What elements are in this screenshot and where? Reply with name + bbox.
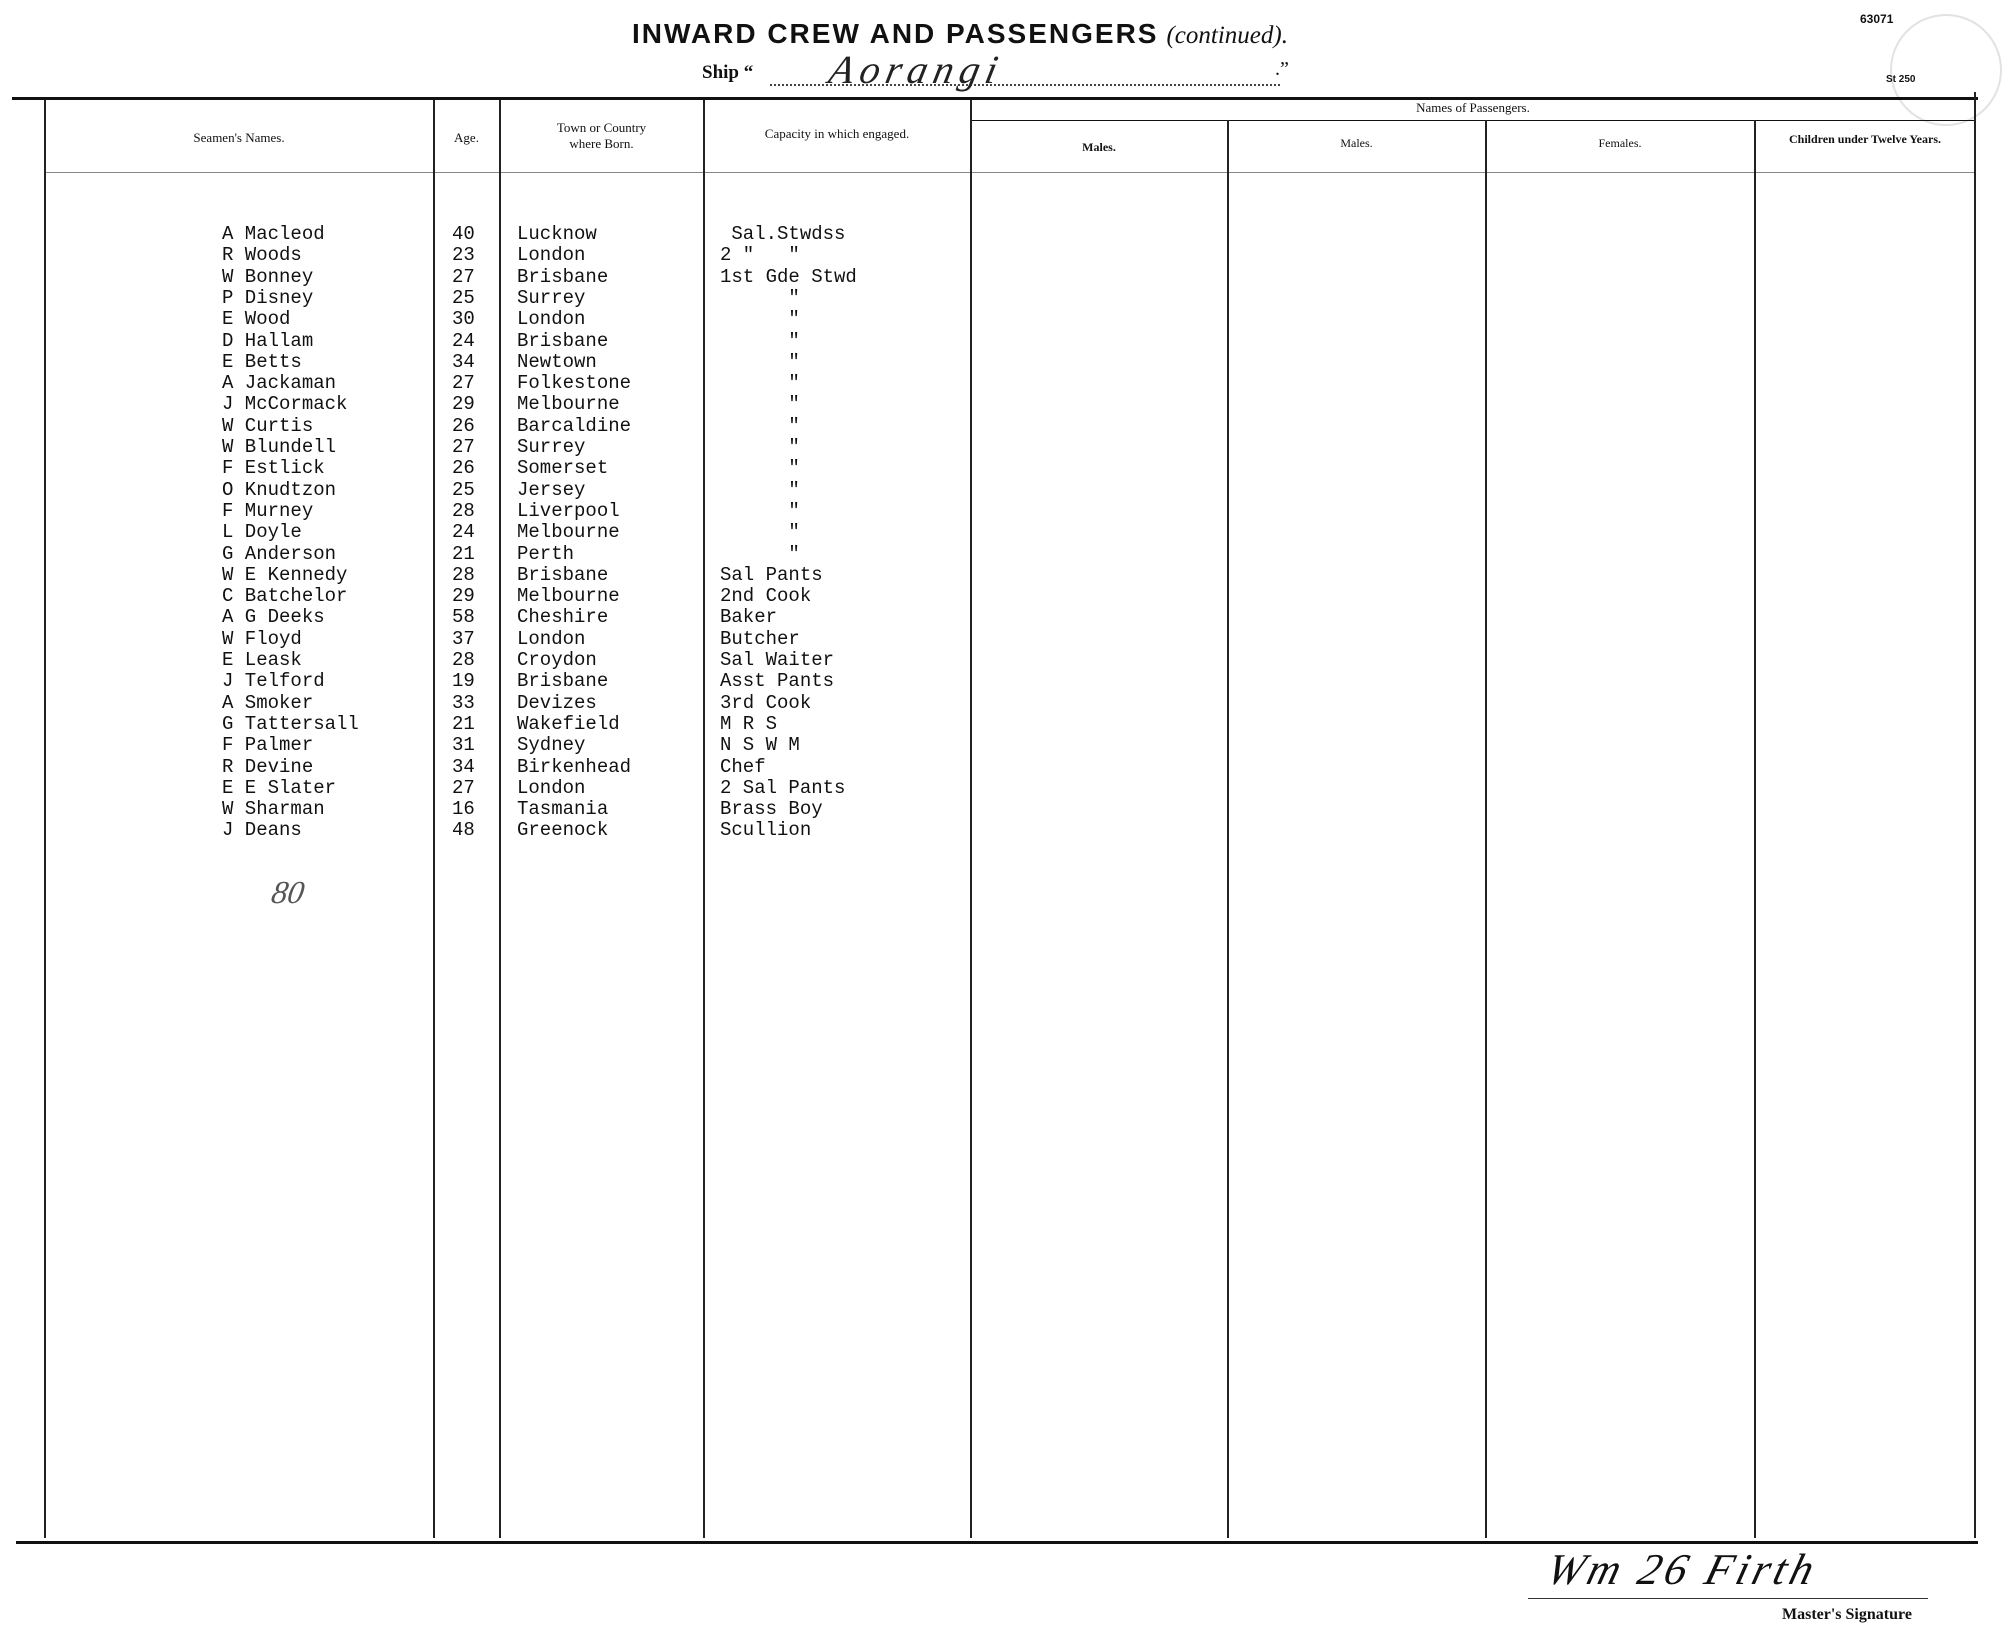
crew-name: W Curtis <box>222 414 314 437</box>
crew-age: 24 <box>452 329 475 352</box>
crew-birthplace: Sydney <box>517 734 586 757</box>
crew-age: 28 <box>452 563 475 586</box>
crew-birthplace: Croydon <box>517 649 597 671</box>
crew-age: 30 <box>452 308 475 331</box>
col-rule-males1 <box>1227 120 1229 1538</box>
crew-capacity: Chef <box>720 755 766 778</box>
crew-capacity: Brass Boy <box>720 798 823 821</box>
crew-name: E Betts <box>222 350 302 373</box>
crew-capacity: M R S <box>720 712 778 735</box>
crew-name: D Hallam <box>222 329 314 352</box>
crew-name: C Batchelor <box>222 585 348 608</box>
crew-birthplace: London <box>517 244 586 267</box>
crew-age: 34 <box>452 755 475 778</box>
crew-capacity: Baker <box>720 606 778 629</box>
crew-age: 25 <box>452 478 475 501</box>
col-rule-left <box>44 100 46 1538</box>
crew-age: 19 <box>452 670 475 693</box>
crew-capacity: " <box>720 542 800 565</box>
crew-capacity: " <box>720 478 800 501</box>
crew-capacity: " <box>720 436 800 458</box>
crew-birthplace: Wakefield <box>517 712 620 735</box>
ship-name: Aorangi <box>825 47 1008 92</box>
crew-capacity: " <box>720 308 800 331</box>
col-rule-males2 <box>1485 120 1487 1538</box>
crew-birthplace: Lucknow <box>517 223 597 245</box>
header-town <box>501 120 702 152</box>
crew-birthplace: Melbourne <box>517 585 620 608</box>
crew-name: F Murney <box>222 499 314 522</box>
crew-age: 24 <box>452 521 475 544</box>
crew-birthplace: Brisbane <box>517 265 609 288</box>
crew-capacity: Sal.Stwdss <box>720 223 846 245</box>
crew-birthplace: Jersey <box>517 478 586 501</box>
crew-age: 21 <box>452 712 475 735</box>
crew-birthplace: Newtown <box>517 350 597 373</box>
crew-age: 58 <box>452 606 475 629</box>
header-seamen-names: Seamen's Names. <box>193 130 285 145</box>
crew-capacity: 2 " " <box>720 244 800 267</box>
crew-capacity: " <box>720 329 800 352</box>
crew-capacity: Asst Pants <box>720 670 835 693</box>
crew-capacity: Butcher <box>720 627 800 650</box>
form-title-suffix: (continued). <box>1166 22 1288 49</box>
crew-birthplace: Folkestone <box>517 372 632 395</box>
crew-name: E E Slater <box>222 776 337 799</box>
crew-birthplace: Brisbane <box>517 329 609 352</box>
col-rule-town <box>703 100 705 1538</box>
crew-capacity: " <box>720 457 800 480</box>
header-age: Age. <box>454 130 479 145</box>
crew-capacity: 3rd Cook <box>720 691 812 714</box>
crew-birthplace: London <box>517 776 586 799</box>
crew-name: J Deans <box>222 819 302 842</box>
crew-capacity: 1st Gde Stwd <box>720 265 857 288</box>
form-number: 63071 <box>1860 12 1894 26</box>
crew-birthplace: Brisbane <box>517 670 609 693</box>
crew-capacity: " <box>720 350 800 373</box>
crew-name: R Woods <box>222 244 302 267</box>
crew-name: A G Deeks <box>222 606 325 629</box>
crew-name: J Telford <box>222 670 325 693</box>
crew-age: 25 <box>452 286 475 309</box>
crew-birthplace: London <box>517 308 586 331</box>
crew-birthplace: Brisbane <box>517 563 609 586</box>
crew-birthplace: Surrey <box>517 286 586 309</box>
crew-name: P Disney <box>222 286 314 309</box>
crew-birthplace: Tasmania <box>517 798 609 821</box>
crew-birthplace: Melbourne <box>517 393 620 416</box>
crew-birthplace: Perth <box>517 542 575 565</box>
crew-name: W Bonney <box>222 265 314 288</box>
crew-age: 26 <box>452 457 475 480</box>
crew-capacity: Sal Waiter <box>720 649 835 671</box>
crew-name: F Palmer <box>222 734 314 757</box>
col-rule-capacity <box>970 100 972 1538</box>
crew-age: 40 <box>452 223 475 245</box>
crew-capacity: " <box>720 499 800 522</box>
header-town-line2: where Born. <box>569 136 634 151</box>
crew-age: 27 <box>452 776 475 799</box>
col-rule-females <box>1754 120 1756 1538</box>
header-capacity: Capacity in which engaged. <box>764 126 910 141</box>
crew-name: E Wood <box>222 308 291 331</box>
crew-age: 27 <box>452 436 475 458</box>
master-signature: Wm 26 Firth <box>1541 1545 1824 1594</box>
col-rule-age <box>499 100 501 1538</box>
col-rule-right <box>1974 92 1976 1538</box>
crew-age: 21 <box>452 542 475 565</box>
crew-age: 28 <box>452 499 475 522</box>
crew-capacity: 2 Sal Pants <box>720 776 846 799</box>
crew-name: W Sharman <box>222 798 325 821</box>
crew-capacity: " <box>720 372 800 395</box>
crew-name: A Macleod <box>222 223 325 245</box>
crew-age: 29 <box>452 585 475 608</box>
passenger-header-rule <box>970 120 1974 121</box>
crew-name: W E Kennedy <box>222 563 348 586</box>
signature-line <box>1528 1598 1928 1599</box>
crew-name: A Jackaman <box>222 372 337 395</box>
form-title-text: INWARD CREW AND PASSENGERS <box>632 18 1159 49</box>
crew-name: F Estlick <box>222 457 325 480</box>
header-children: Children under Twelve Years. <box>1788 132 1941 146</box>
crew-birthplace: Cheshire <box>517 606 609 629</box>
crew-capacity: Scullion <box>720 819 812 842</box>
ship-close-quote: .” <box>1275 58 1289 80</box>
crew-capacity: " <box>720 521 800 544</box>
crew-capacity: " <box>720 286 800 309</box>
crew-name: G Anderson <box>222 542 337 565</box>
crew-age: 16 <box>452 798 475 821</box>
crew-age: 29 <box>452 393 475 416</box>
header-males-1: Males. <box>1082 140 1116 154</box>
crew-name: O Knudtzon <box>222 478 337 501</box>
header-town-line1: Town or Country <box>556 120 647 135</box>
crew-birthplace: Birkenhead <box>517 755 632 778</box>
crew-birthplace: London <box>517 627 586 650</box>
crew-capacity: Sal Pants <box>720 563 823 586</box>
crew-birthplace: Surrey <box>517 436 586 458</box>
crew-age: 27 <box>452 265 475 288</box>
crew-birthplace: Liverpool <box>517 499 620 522</box>
col-rule-names <box>433 100 435 1538</box>
crew-age: 26 <box>452 414 475 437</box>
crew-birthplace: Devizes <box>517 691 597 714</box>
crew-name: W Blundell <box>222 436 337 458</box>
header-males-2: Males. <box>1340 136 1373 150</box>
header-bottom-rule <box>44 172 1974 173</box>
crew-age: 33 <box>452 691 475 714</box>
crew-capacity: " <box>720 393 800 416</box>
signature-label: Master's Signature <box>1782 1606 1912 1623</box>
crew-birthplace: Greenock <box>517 819 609 842</box>
crew-birthplace: Somerset <box>517 457 609 480</box>
crew-birthplace: Melbourne <box>517 521 620 544</box>
crew-age: 31 <box>452 734 475 757</box>
crew-name: R Devine <box>222 755 314 778</box>
crew-name: J McCormack <box>222 393 348 416</box>
crew-age: 34 <box>452 350 475 373</box>
crew-age: 37 <box>452 627 475 650</box>
ship-label: Ship “ <box>702 62 754 83</box>
crew-capacity: 2nd Cook <box>720 585 812 608</box>
crew-age: 27 <box>452 372 475 395</box>
crew-name: L Doyle <box>222 521 302 544</box>
crew-name: A Smoker <box>222 691 314 714</box>
crew-name: E Leask <box>222 649 302 671</box>
crew-capacity: N S W M <box>720 734 800 757</box>
crew-age: 28 <box>452 649 475 671</box>
header-females: Females. <box>1598 136 1642 150</box>
margin-note: 80 <box>268 874 308 910</box>
crew-birthplace: Barcaldine <box>517 414 632 437</box>
crew-capacity: " <box>720 414 800 437</box>
crew-name: W Floyd <box>222 627 302 650</box>
crew-age: 23 <box>452 244 475 267</box>
crew-age: 48 <box>452 819 475 842</box>
form-code: St 250 <box>1886 74 1916 85</box>
header-names-of-passengers: Names of Passengers. <box>1416 100 1530 115</box>
crew-name: G Tattersall <box>222 712 359 735</box>
